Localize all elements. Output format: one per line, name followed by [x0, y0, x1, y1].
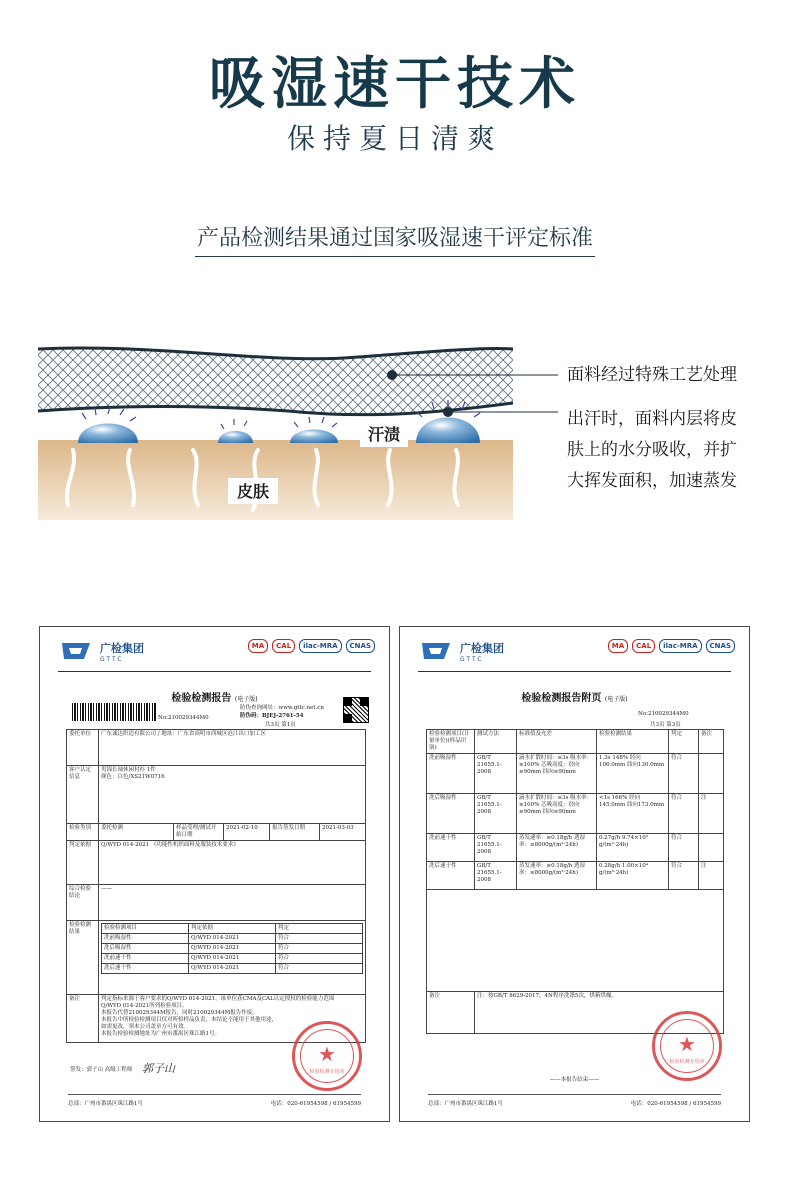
page-subtitle: 保持夏日清爽	[286, 122, 503, 155]
cal-mark: CAL	[272, 639, 295, 653]
test-claim	[0, 221, 790, 252]
signature: 郭子山	[142, 1062, 175, 1075]
report-header-brand	[420, 639, 504, 663]
callout-absorb-line: 出汗时，面料内层将皮	[567, 409, 737, 429]
client-label: 委托单位	[67, 730, 99, 766]
end-of-report: ——本报告结束——	[549, 1077, 600, 1083]
dates-label: 样品受理/测试开始日期	[173, 824, 223, 841]
test-report-page-3	[399, 626, 750, 1122]
barcode	[72, 703, 156, 721]
overall-value: ——	[99, 885, 366, 921]
cnas-mark: CNAS	[706, 639, 735, 653]
table-row: 洗前吸湿性 Q/WYD 014-2021 符合	[102, 934, 363, 944]
qr-code	[343, 697, 369, 723]
remarks-value: 注：按GB/T 8629-2017，4N程序洗涤5次，烘箱烘燥。	[475, 992, 724, 1034]
page-indicator: 共3页 第1页	[265, 722, 296, 728]
brand-name: 广检集团	[100, 641, 144, 655]
results-label: 检验检测结果	[67, 921, 99, 995]
results-head: 判定依据	[189, 924, 276, 934]
appendix-head: 检验检测项目(计量单位)(样品识别)	[427, 730, 475, 754]
report-title: 检验检测报告附页 (电子版)	[521, 693, 628, 704]
stamp-star-icon: ★	[318, 1042, 336, 1067]
gttc-logo-icon	[420, 639, 454, 663]
cnas-mark: CNAS	[346, 639, 375, 653]
remarks-label: 备注	[427, 992, 475, 1034]
test-reports	[0, 626, 790, 1122]
results-cell	[99, 921, 366, 995]
results-head: 检验检测项目	[102, 924, 189, 934]
report-footer: 总部：广州市番禺区珠江路1号 电话：020-61954598 / 61954599	[68, 1094, 361, 1107]
report-header-brand	[60, 639, 144, 663]
cma-mark: MA	[608, 639, 628, 653]
appendix-head: 检验检测结果	[597, 730, 669, 754]
appendix-head: 测试方法	[475, 730, 517, 754]
table-row: 洗后吸湿性 Q/WYD 014-2021 符合	[102, 944, 363, 954]
cma-mark: MA	[248, 639, 268, 653]
cert-marks	[608, 639, 735, 653]
signer: 签发：郭子山 高级工程师	[70, 1067, 133, 1073]
page-title: 吸湿速干技术	[209, 52, 581, 117]
table-row: 洗后吸湿性 GB/T 21655.1-2008 滴水扩散时间：≤3s 吸水率：≥100% 芯吸高度：经向≥90mm 纬向≥90mm <1s 166% 经向145.0mm 纬向173.0mm 符合 注	[427, 794, 724, 834]
inspection-stamp: ★ 检验检测专用章	[652, 1011, 722, 1081]
report-number: No:210029344M0	[638, 711, 689, 717]
callout-absorb-line: 大挥发面积，加速蒸发	[567, 471, 737, 491]
table-row: 洗前速干性 GB/T 21655.1-2008 蒸发速率：≥0.18g/h 透湿率：≥8000g/(m²·24h) 0.27g/h 9.74×10³ g/(m²·24h) 符合	[427, 834, 724, 862]
basis-label: 判定依据	[67, 841, 99, 885]
test-type-label: 检验类别	[67, 824, 99, 841]
brand-en: GTTC	[100, 655, 124, 663]
brand-en: GTTC	[460, 655, 484, 663]
skin-label: 皮肤	[236, 482, 270, 501]
sample-label: 客户认定信息	[67, 766, 99, 824]
appendix-head: 标准值及允差	[517, 730, 597, 754]
issue-label: 报告签发日期	[269, 824, 319, 841]
test-report-page-1	[39, 626, 390, 1122]
remarks-value: 判定指标来源于客户要求的Q/WYD 014-2021，该单位获CMA及CAL认定授权的检验能力范围 Q/WYD 014-2021所列检验项目。 本报告代替210029344M报告，同时210029344M报告作废。 本报告中所检验检测项目仅对所检样品负责，本结论不能用于其他用途， 如需更改，须本公司盖章方可有效。 本报告检验检测地址为广州市番禺区珠江路1号。	[99, 995, 366, 1043]
callout-absorb	[567, 404, 737, 497]
page-indicator: 共3页 第3页	[650, 722, 681, 728]
date-start: 2021-02-10	[223, 824, 269, 841]
inspection-stamp: ★ 检验检测专用章	[292, 1021, 362, 1091]
test-claim-text: 产品检测结果通过国家吸湿速干评定标准	[195, 226, 595, 257]
query-site: 防伪查询网址：www.gttc.net.cn	[240, 705, 324, 711]
sample-info: 男锦长袖休闲衬衫 1件 颜色：白色/XS21W0716	[99, 766, 366, 824]
table-row: 洗后速干性 Q/WYD 014-2021 符合	[102, 964, 363, 974]
sweat-label: 汗渍	[367, 425, 401, 444]
stamp-star-icon: ★	[678, 1032, 696, 1057]
cal-mark: CAL	[632, 639, 655, 653]
table-row: 洗前吸湿性 GB/T 21655.1-2008 滴水扩散时间：≤3s 吸水率：≥100% 芯吸高度：经向≥90mm 纬向≥90mm 1.3s 148% 经向106.0mm 纬向130.0mm 符合	[427, 754, 724, 794]
brand-name: 广检集团	[460, 641, 504, 655]
results-head: 判定	[276, 924, 363, 934]
client-value: 广东诚达织造有限公司 / 地址：广东省高明市西城区沧江出口加工区	[99, 730, 366, 766]
remarks-label: 备注	[67, 995, 99, 1043]
results-table	[101, 923, 363, 974]
cert-marks	[248, 639, 375, 653]
ilac-mark: ilac-MRA	[299, 639, 341, 653]
appendix-table	[426, 729, 724, 1034]
table-row: 洗前速干性 Q/WYD 014-2021 符合	[102, 954, 363, 964]
overall-label: 综合检验结论	[67, 885, 99, 921]
callout-absorb-line: 肤上的水分吸收，并扩	[567, 440, 737, 460]
anti-fake-code: 防伪码：BJEJ-2761-54	[240, 713, 304, 719]
ilac-mark: ilac-MRA	[659, 639, 701, 653]
table-row: 洗后速干性 GB/T 21655.1-2008 蒸发速率：≥0.18g/h 透湿率：≥8000g/(m²·24h) 0.28g/h 1.00×10⁴ g/(m²·24h) 符合 注	[427, 862, 724, 890]
appendix-head: 判定	[669, 730, 699, 754]
basis-value: Q/WYD 014-2021 《功能性机织面料及服装技术要求》	[99, 841, 366, 885]
callout-fabric: 面料经过特殊工艺处理	[567, 365, 737, 385]
report-title: 检验检测报告 (电子版)	[171, 693, 258, 704]
date-issue: 2021-03-03	[319, 824, 365, 841]
report-footer: 总部：广州市番禺区珠江路1号 电话：020-61954598 / 61954599	[428, 1094, 721, 1107]
report-main-table	[66, 729, 366, 1043]
gttc-logo-icon	[60, 639, 94, 663]
report-number: No:210029344M0	[158, 715, 209, 721]
appendix-head: 备注	[699, 730, 724, 754]
test-type-value: 委托检测	[99, 824, 174, 841]
